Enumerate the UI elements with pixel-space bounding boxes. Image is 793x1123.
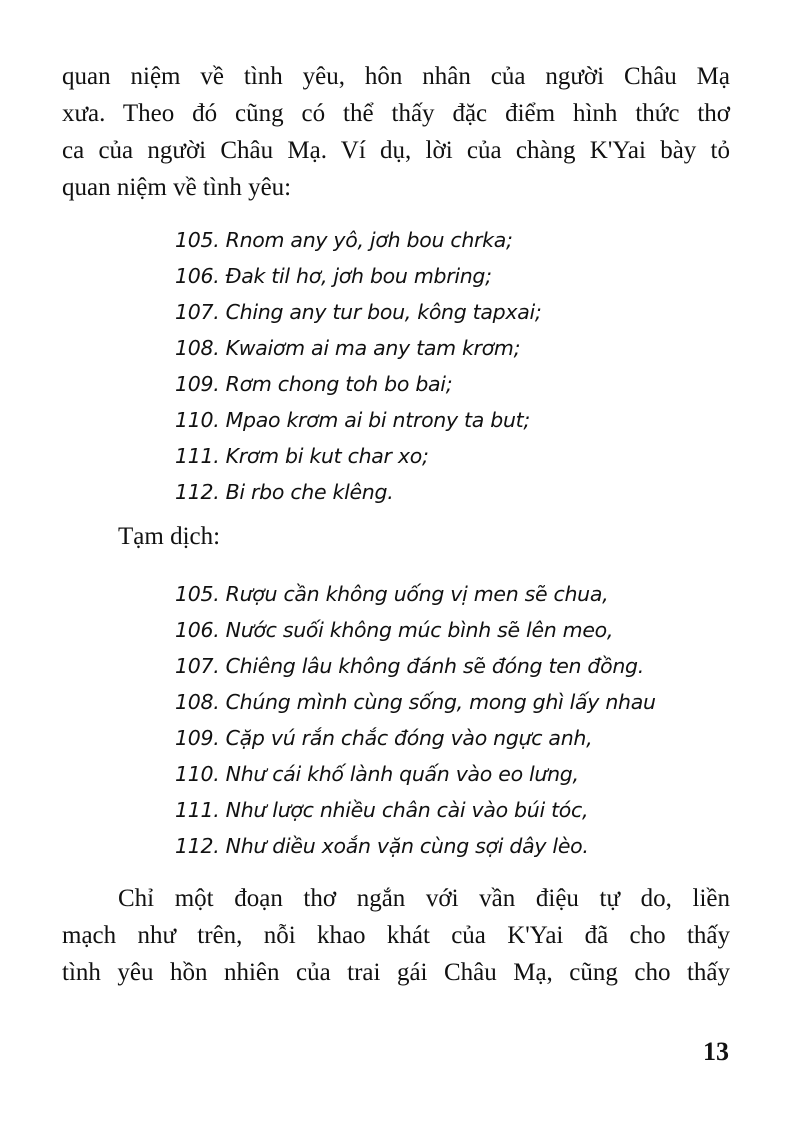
verse-line: 111. Krơm bi kut char xo; (175, 444, 429, 468)
verse-line: 108. Kwaiơm ai ma any tam krơm; (175, 336, 521, 360)
translation-label: Tạm dịch: (118, 523, 221, 550)
verse-line: 108. Chúng mình cùng sống, mong ghì lấy nhau (175, 690, 656, 714)
verse-line: 112. Bi rbo che klêng. (175, 480, 394, 504)
verse-line: 107. Chiêng lâu không đánh sẽ đóng ten đồng. (175, 654, 644, 678)
paragraph-intro (62, 58, 730, 206)
verse-line: 109. Rơm chong toh bo bai; (175, 372, 453, 396)
text-line: quan niệm về tình yêu, hôn nhân của người Châu Mạ (62, 63, 730, 90)
text-line: Chỉ một đoạn thơ ngắn với vần điệu tự do, liền (118, 885, 730, 912)
verse-original (175, 222, 542, 510)
text-line: quan niệm về tình yêu: (62, 174, 292, 201)
verse-line: 106. Đak til hơ, jơh bou mbring; (175, 264, 492, 288)
paragraph-commentary (62, 880, 730, 991)
text-line: xưa. Theo đó cũng có thể thấy đặc điểm hình thức thơ (62, 100, 730, 127)
text-line: mạch như trên, nỗi khao khát của K'Yai đã cho thấy (62, 922, 730, 949)
verse-translation (175, 576, 656, 864)
text-line: ca của người Châu Mạ. Ví dụ, lời của chàng K'Yai bày tỏ (62, 137, 730, 164)
page-number: 13 (703, 1037, 729, 1066)
verse-line: 106. Nước suối không múc bình sẽ lên meo, (175, 618, 614, 642)
text-line: tình yêu hồn nhiên của trai gái Châu Mạ, cũng cho thấy (62, 959, 730, 986)
verse-line: 105. Rượu cần không uống vị men sẽ chua, (175, 582, 609, 606)
verse-line: 110. Như cái khố lành quấn vào eo lưng, (175, 762, 579, 786)
verse-line: 105. Rnom any yô, jơh bou chrka; (175, 228, 513, 252)
verse-line: 110. Mpao krơm ai bi ntrony ta but; (175, 408, 531, 432)
verse-line: 107. Ching any tur bou, kông tapxai; (175, 300, 542, 324)
verse-line: 109. Cặp vú rắn chắc đóng vào ngực anh, (175, 726, 593, 750)
verse-line: 112. Như diều xoắn vặn cùng sợi dây lèo. (175, 834, 589, 858)
verse-line: 111. Như lược nhiều chân cài vào búi tóc, (175, 798, 589, 822)
